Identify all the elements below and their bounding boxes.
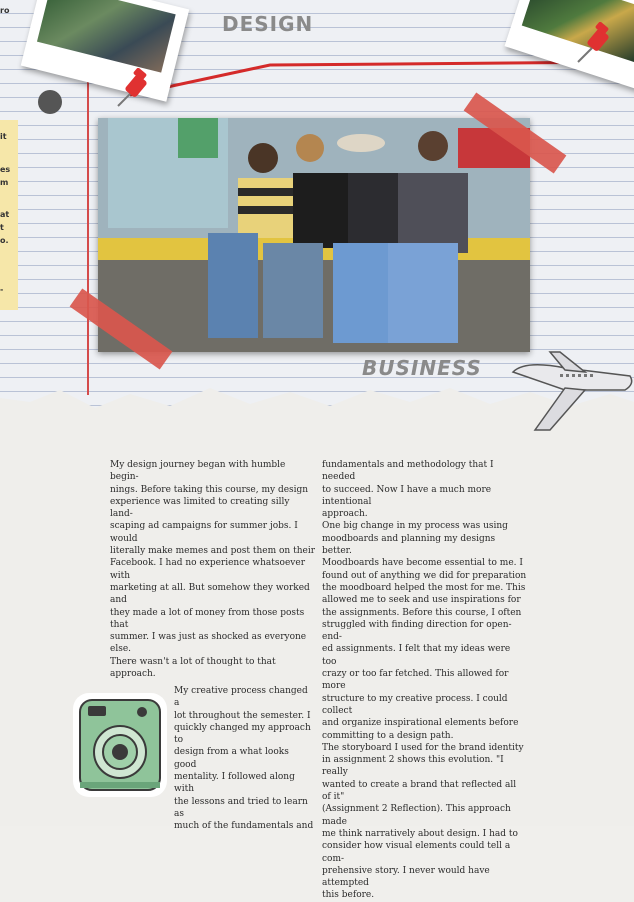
group-photo	[98, 118, 530, 352]
edge-text: it	[0, 132, 7, 141]
pushpin-icon	[112, 68, 156, 112]
photo-image	[37, 0, 176, 73]
edge-text: at	[0, 210, 10, 219]
pushpin-icon	[574, 22, 618, 66]
group-photo-image	[98, 118, 530, 352]
edge-text: m	[0, 178, 9, 187]
edge-text: -	[0, 285, 4, 294]
design-heading: DESIGN	[222, 12, 314, 36]
airplane-icon	[505, 350, 634, 440]
left-text-column: My design journey began with humble begin- nings. Before taking this course, my design experience was limited to creating silly land- scaping ad campaigns for summer jobs. I would literally make memes and post them on their Facebook. I had no experience whatsoever with marketing at all. But somehow they worked and they made a lot of money from those posts that summer. I was just as shocked as everyone else. There wasn't a lot of thought to that approach.	[110, 460, 315, 680]
instant-camera-icon	[70, 690, 170, 800]
edge-text: ro	[0, 6, 10, 15]
business-heading: BUSINESS	[362, 356, 482, 380]
edge-text: o.	[0, 236, 9, 245]
edge-text: t	[0, 223, 4, 232]
camera-text-column: My creative process changed a lot throughout the semester. I quickly changed my approach to design from a what looks good mentality. I followed along with the lessons and tried to learn as much of the fundamentals and	[174, 686, 314, 832]
right-text-column: fundamentals and methodology that I needed to succeed. Now I have a much more intentional approach. One big change in my process was using moodboards and planning my designs better. Moodboards have become essential to me. I found out of anything we did for preparation the moodboard helped the most for me. This allowed me to seek and use inspirations for the assignments. Before this course, I often struggled with finding direction for open-end- ed assignments. I felt that my ideas were too crazy or too far fetched. This allowed for more structure to my creative process. I could collect and organize inspirational elements before committing to a design path. The storyboard I used for the brand identity in assignment 2 shows this evolution. "I really wanted to create a brand that reflected all of it" (Assignment 2 Reflection). This approach made me think narratively about design. I had to consider how visual elements could tell a com- prehensive story. I never would have attempted this before.	[322, 460, 527, 901]
edge-text: es	[0, 165, 11, 174]
